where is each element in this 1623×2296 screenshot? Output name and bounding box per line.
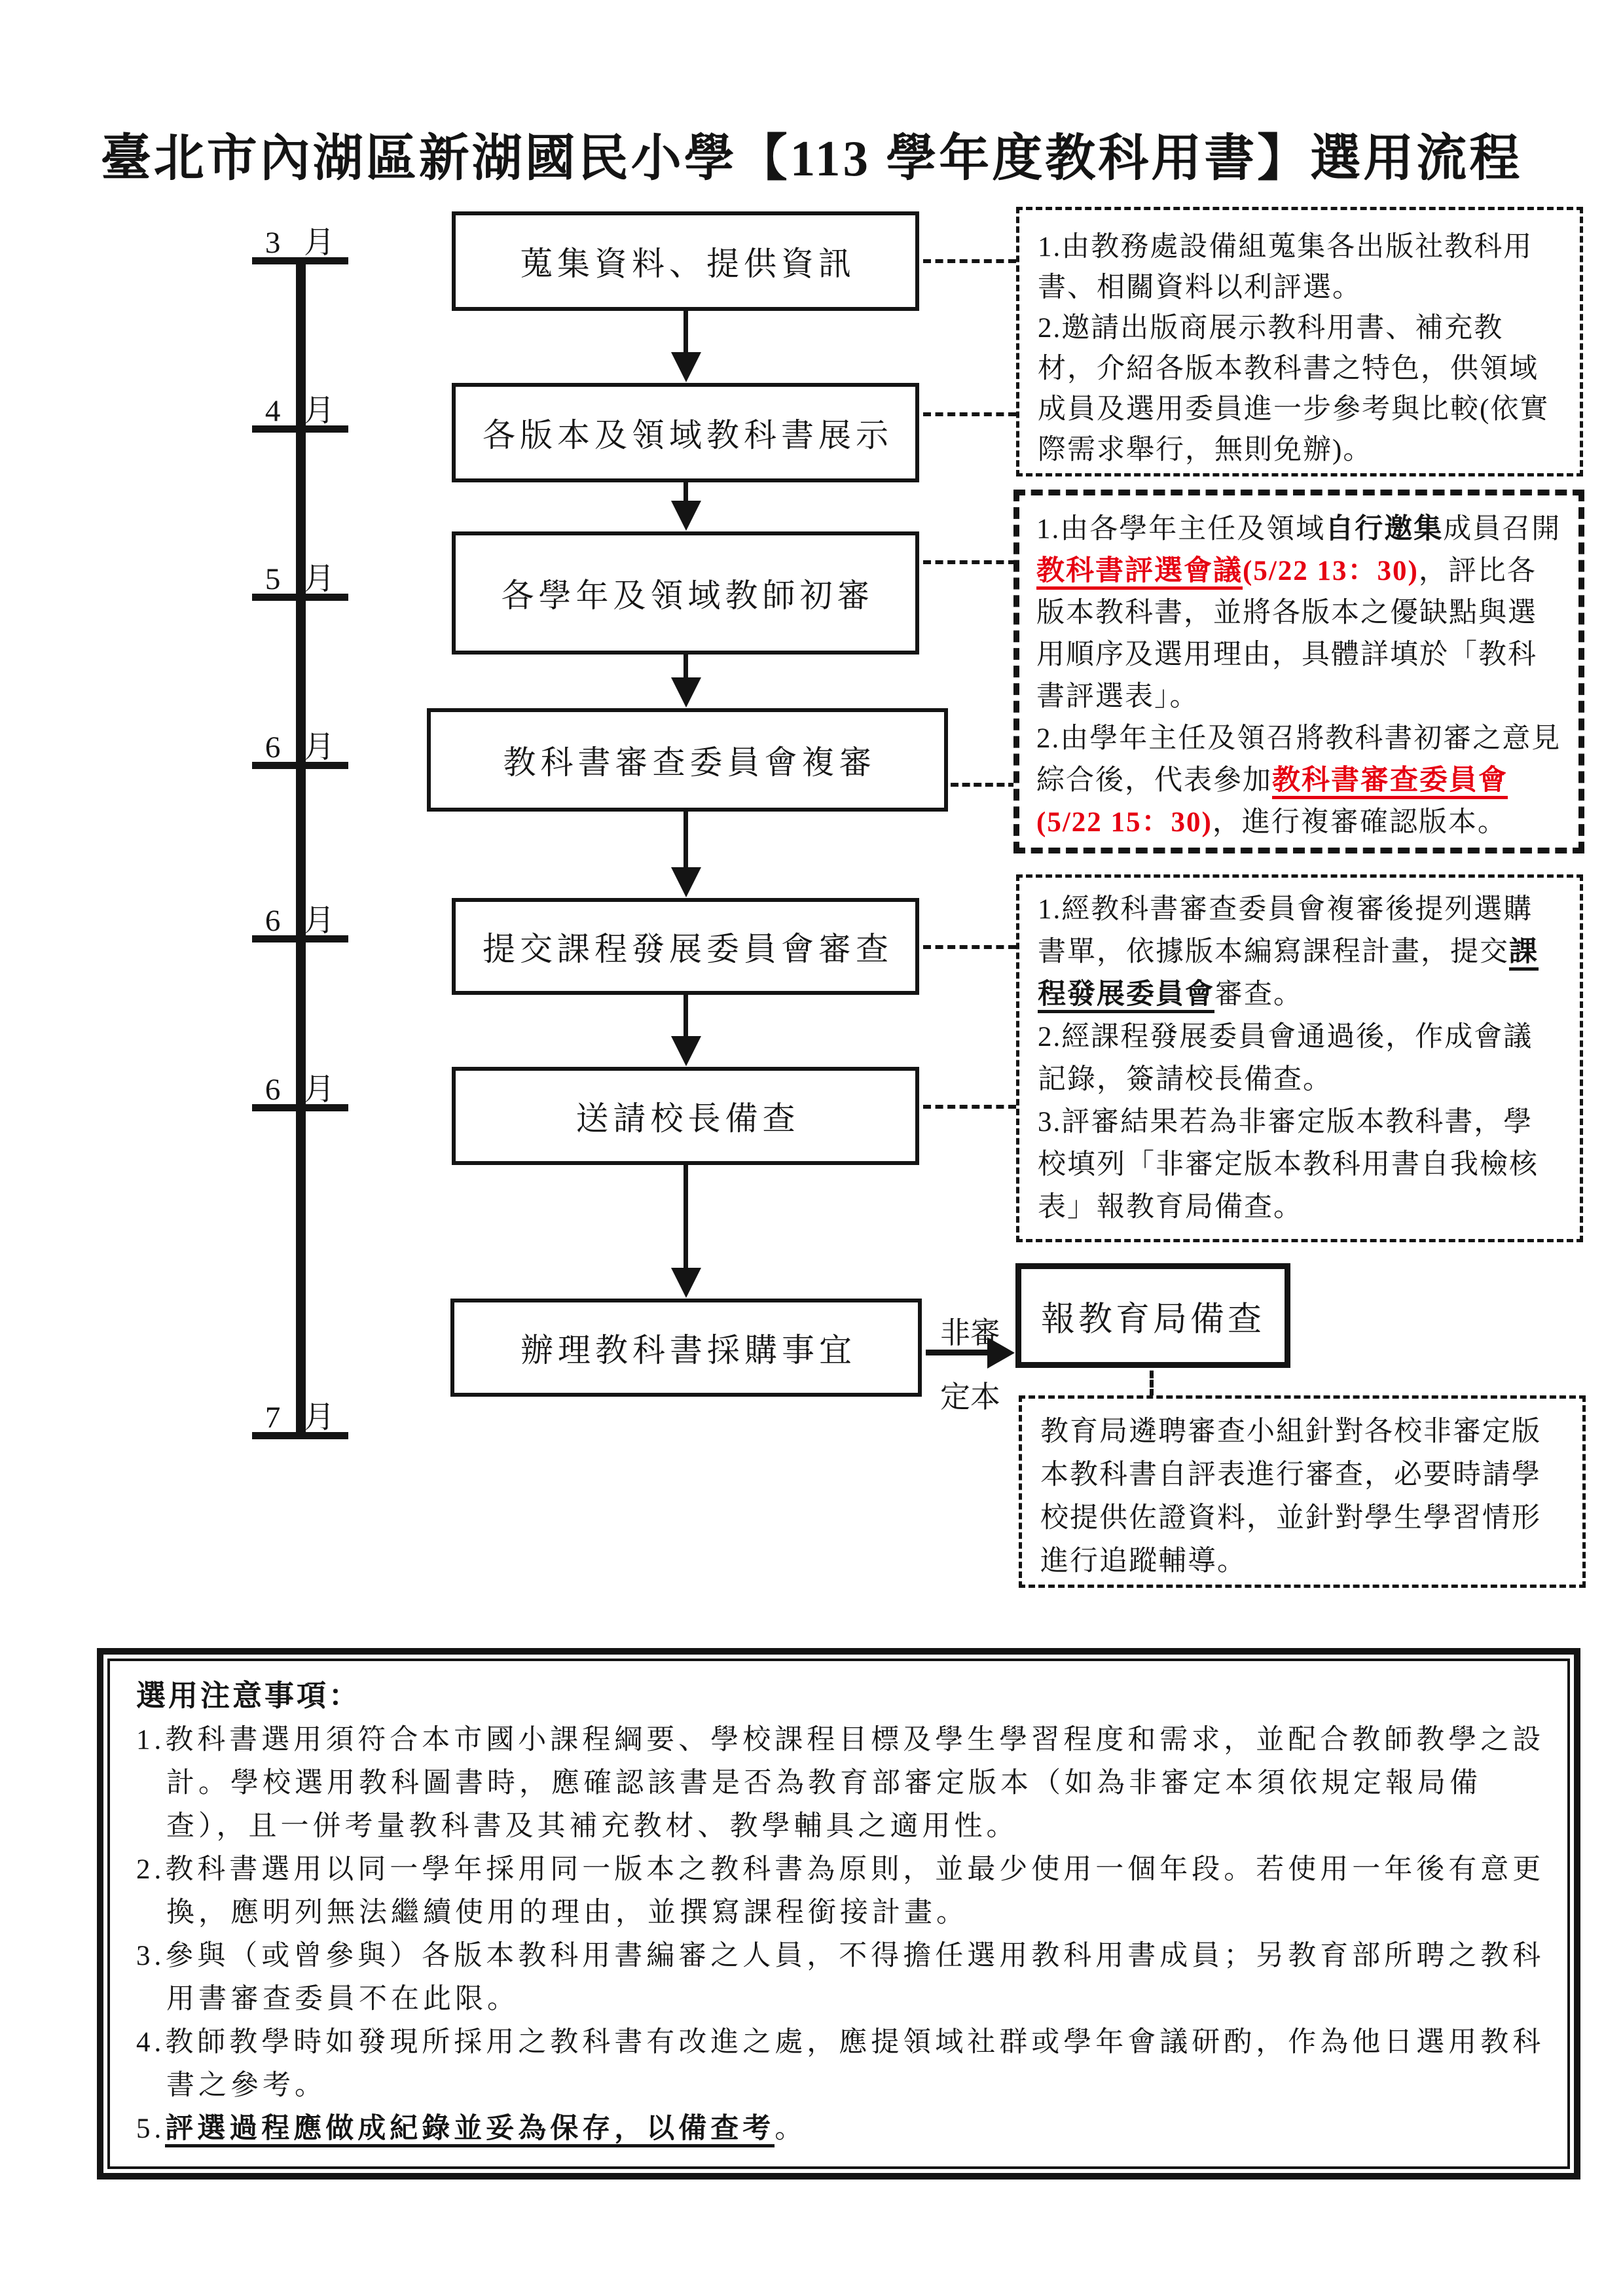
report-to-bureau-box: 報教育局備查 xyxy=(1015,1263,1290,1368)
dashed-connector xyxy=(923,560,1016,564)
annotation-box-collect xyxy=(1016,207,1583,476)
text-run: 1.經教科書審查委員會複審後提列選購書單，依據版本編寫課程計畫，提交 xyxy=(1038,894,1533,967)
note-item-5 xyxy=(136,2108,1545,2151)
text-run-bold: 自行邀集 xyxy=(1325,514,1444,545)
text-run: 2.由學年主任及領召將教科書初審之意見綜合後，代表參加 xyxy=(1036,723,1561,796)
annotation-box-review-meetings xyxy=(1013,490,1584,853)
annotation-item xyxy=(1038,888,1561,1016)
page-title: 臺北市內湖區新湖國民小學【113 學年度教科用書】選用流程 xyxy=(100,130,1523,187)
note-item-3: 3.參與（或曾參與）各版本教科用書編審之人員，不得擔任選用教科用書成員；另教育部所聘之教科用書審查委員不在此限。 xyxy=(136,1941,1545,2015)
flow-box-curriculum-committee: 提交課程發展委員會審查 xyxy=(452,898,919,995)
flow-arrow-down-icon xyxy=(684,812,688,868)
annotation-item xyxy=(1036,509,1561,718)
notes-box-inner xyxy=(107,1659,1570,2169)
note-item-4: 4.教師教學時如發現所採用之教科書有改進之處，應提領域社群或學年會議研酌，作為他日選用教科書之參考。 xyxy=(136,2027,1545,2101)
dashed-connector xyxy=(923,412,1016,416)
flow-box-procurement: 辦理教科書採購事宜 xyxy=(450,1299,922,1397)
annotation-box-bureau-review xyxy=(1019,1395,1586,1588)
month-label: 6 月 xyxy=(264,904,335,938)
notes-box xyxy=(97,1648,1580,2179)
flow-arrow-down-icon xyxy=(684,311,688,353)
text-run: 1.由各學年主任及領域 xyxy=(1036,514,1326,545)
flow-arrow-down-icon xyxy=(684,1165,688,1268)
timeline-axis xyxy=(296,260,306,1439)
flow-box-collect-info: 蒐集資料、提供資訊 xyxy=(452,211,919,311)
annotation-item: 1.由教務處設備組蒐集各出版社教科用書、相關資料以利評選。 xyxy=(1038,232,1533,303)
annotation-item: 3.評審結果若為非審定版本教科書，學校填列「非審定版本教科用書自我檢核表」報教育局備查。 xyxy=(1038,1107,1539,1223)
text-run-red: (5/22 13：30) xyxy=(1243,556,1419,586)
text-run: 審查。 xyxy=(1214,979,1303,1010)
text-run: 成員召開 xyxy=(1443,514,1561,545)
flow-box-first-review: 各學年及領域教師初審 xyxy=(452,531,919,655)
month-label: 5 月 xyxy=(264,562,335,596)
dashed-connector xyxy=(923,1105,1016,1109)
flow-arrow-down-icon xyxy=(684,995,688,1037)
text-run: 。 xyxy=(775,2113,807,2144)
note-item-2: 2.教科書選用以同一學年採用同一版本之教科書為原則，並最少使用一個年段。若使用一年後有意更換，應明列無法繼續使用的理由，並撰寫課程銜接計畫。 xyxy=(136,1854,1545,1928)
dashed-connector xyxy=(923,259,1016,263)
text-run-red-underline: 教科書審查委員會 xyxy=(1272,765,1508,799)
annotation-item xyxy=(1036,718,1561,844)
text-run: 5. xyxy=(136,2113,166,2144)
text-run: ，進行複審確認版本。 xyxy=(1212,807,1507,838)
flow-box-principal-approval: 送請校長備查 xyxy=(452,1067,919,1165)
text-run: ，評比各版本教科書，並將各版本之優缺點與選用順序及選用理由，具體詳填於「教科書評選表」。 xyxy=(1036,556,1537,712)
annotation-item: 教育局遴聘審查小組針對各校非審定版本教科書自評表進行審查，必要時請學校提供佐證資料，並針對學生學習情形進行追蹤輔導。 xyxy=(1040,1416,1541,1577)
text-run-bold-underline: 課程發展委員會 xyxy=(1038,937,1539,1013)
dashed-connector xyxy=(951,783,1016,787)
month-label: 3 月 xyxy=(264,226,335,260)
text-run-red: (5/22 15：30) xyxy=(1036,807,1213,838)
branch-label-non-approved xyxy=(924,1301,1016,1429)
dashed-connector xyxy=(923,945,1016,949)
notes-heading: 選用注意事項： xyxy=(136,1679,361,1712)
month-label: 6 月 xyxy=(264,1073,335,1107)
text-run-red-underline: 教科書評選會議 xyxy=(1036,556,1243,590)
flow-box-committee-rereview: 教科書審查委員會複審 xyxy=(427,708,948,812)
text-run-bold-underline: 評選過程應做成紀錄並妥為保存，以備查考 xyxy=(165,2113,775,2147)
annotation-box-curriculum xyxy=(1016,874,1583,1242)
month-label: 4 月 xyxy=(264,394,335,428)
dashed-connector-vertical xyxy=(1150,1371,1154,1397)
flow-arrow-down-icon xyxy=(684,482,688,501)
month-label: 6 月 xyxy=(264,730,335,764)
month-label: 7 月 xyxy=(264,1401,335,1435)
annotation-item: 2.邀請出版商展示教科用書、補充教材，介紹各版本教科書之特色，供領域成員及選用委員進一步參考與比較(依實際需求舉行，無則免辦)。 xyxy=(1038,313,1550,465)
flow-box-textbook-exhibition: 各版本及領域教科書展示 xyxy=(452,383,919,482)
flow-arrow-down-icon xyxy=(684,655,688,678)
branch-label-line1: 非審 xyxy=(940,1316,1000,1350)
branch-label-line2: 定本 xyxy=(940,1380,1000,1414)
note-item-1: 1.教科書選用須符合本市國小課程綱要、學校課程目標及學生學習程度和需求，並配合教師教學之設計。學校選用教科圖書時，應確認該書是否為教育部審定版本（如為非審定本須依規定報局備查），且一併考量教科書及其補充教材、教學輔具之適用性。 xyxy=(136,1725,1545,1842)
annotation-item: 2.經課程發展委員會通過後，作成會議記錄，簽請校長備查。 xyxy=(1038,1022,1533,1095)
